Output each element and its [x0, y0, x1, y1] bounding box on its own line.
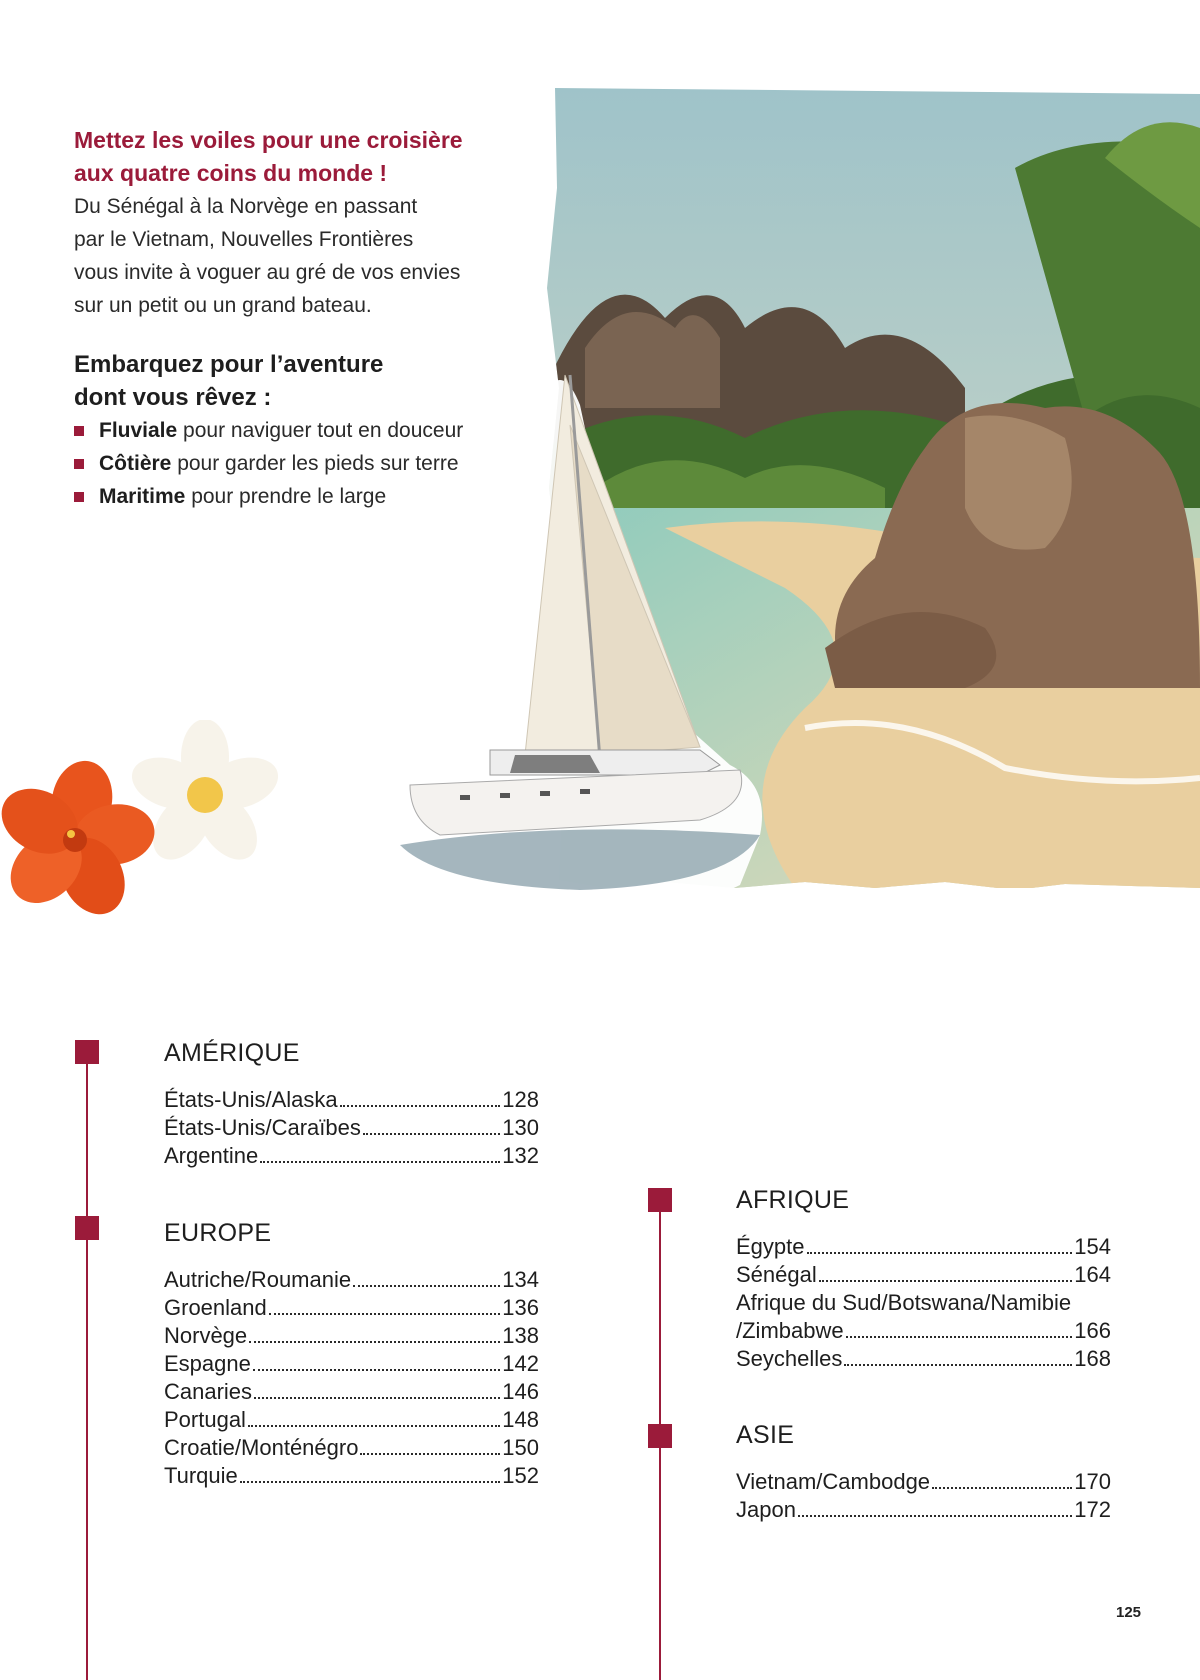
toc-entry[interactable] — [164, 1114, 539, 1142]
cruise-type-name: Côtière — [99, 452, 172, 475]
toc-entry[interactable] — [736, 1317, 1111, 1345]
intro-paragraph — [74, 190, 544, 322]
intro-line-4: sur un petit ou un grand bateau. — [74, 294, 372, 317]
destination-name: Vietnam/Cambodge — [736, 1469, 931, 1494]
cruise-type-desc: pour naviguer tout en douceur — [177, 419, 464, 442]
cruise-type-desc: pour prendre le large — [185, 485, 387, 508]
toc-entry[interactable] — [164, 1434, 539, 1462]
page-ref: 170 — [1074, 1469, 1111, 1494]
headline — [74, 124, 544, 190]
leader-dots — [269, 1313, 501, 1315]
page-ref: 134 — [502, 1267, 539, 1292]
section-amerique — [164, 1038, 539, 1170]
toc-entry[interactable] — [736, 1289, 1111, 1317]
leader-dots — [253, 1369, 500, 1371]
intro-line-2: par le Vietnam, Nouvelles Frontières — [74, 228, 414, 251]
timeline-line-left — [86, 1052, 88, 1680]
page-ref: 132 — [502, 1143, 539, 1168]
toc-entry[interactable] — [736, 1468, 1111, 1496]
section-marker-icon — [648, 1424, 672, 1448]
destination-name: États-Unis/Alaska — [164, 1087, 338, 1112]
toc-entry[interactable] — [164, 1322, 539, 1350]
catamaran-illustration — [400, 365, 820, 945]
headline-line-1: Mettez les voiles pour une croisière — [74, 127, 463, 153]
destination-name: États-Unis/Caraïbes — [164, 1115, 361, 1140]
leader-dots — [254, 1397, 500, 1399]
leader-dots — [340, 1105, 501, 1107]
leader-dots — [249, 1341, 500, 1343]
toc-entry[interactable] — [164, 1378, 539, 1406]
intro-line-1: Du Sénégal à la Norvège en passant — [74, 195, 418, 218]
intro-line-3: vous invite à voguer au gré de vos envies — [74, 261, 461, 284]
leader-dots — [798, 1515, 1072, 1517]
destination-name: Autriche/Roumanie — [164, 1267, 352, 1292]
destination-name: Espagne — [164, 1351, 251, 1376]
leader-dots — [846, 1336, 1073, 1338]
page-ref: 166 — [1074, 1318, 1111, 1343]
destination-name: Afrique du Sud/Botswana/Namibie — [736, 1290, 1072, 1315]
bullet-square-icon — [74, 426, 84, 436]
page-ref: 130 — [502, 1115, 539, 1140]
sub-heading-line-2: dont vous rêvez : — [74, 384, 272, 411]
sub-heading-line-1: Embarquez pour l’aventure — [74, 351, 384, 378]
leader-dots — [240, 1481, 501, 1483]
destination-name: Groenland — [164, 1295, 267, 1320]
section-europe — [164, 1218, 539, 1490]
destination-name: Portugal — [164, 1407, 246, 1432]
section-marker-icon — [75, 1216, 99, 1240]
bullet-square-icon — [74, 492, 84, 502]
page-ref: 168 — [1074, 1346, 1111, 1371]
page-ref: 146 — [502, 1379, 539, 1404]
leader-dots — [248, 1425, 500, 1427]
bullet-square-icon — [74, 459, 84, 469]
cruise-type-name: Maritime — [99, 485, 186, 508]
destination-name: Turquie — [164, 1463, 238, 1488]
section-title: ASIE — [736, 1421, 795, 1449]
destination-name: Argentine — [164, 1143, 259, 1168]
destination-name: Égypte — [736, 1234, 805, 1259]
flowers-illustration — [0, 720, 300, 920]
section-afrique — [736, 1185, 1111, 1373]
toc-entry[interactable] — [736, 1345, 1111, 1373]
toc-entry[interactable] — [164, 1350, 539, 1378]
leader-dots — [932, 1487, 1072, 1489]
frangipani-flower-icon — [125, 720, 284, 871]
destination-name: Japon — [736, 1497, 796, 1522]
destination-name: Croatie/Monténégro — [164, 1435, 359, 1460]
destination-name: Seychelles — [736, 1346, 843, 1371]
page-ref: 142 — [502, 1351, 539, 1376]
leader-dots — [844, 1364, 1072, 1366]
leader-dots — [260, 1161, 500, 1163]
page-ref: 152 — [502, 1463, 539, 1488]
destination-name: /Zimbabwe — [736, 1318, 844, 1343]
destination-name: Norvège — [164, 1323, 248, 1348]
toc-entry[interactable] — [736, 1496, 1111, 1524]
section-marker-icon — [75, 1040, 99, 1064]
section-asie — [736, 1420, 1111, 1524]
leader-dots — [353, 1285, 500, 1287]
leader-dots — [360, 1453, 500, 1455]
toc-entry[interactable] — [164, 1294, 539, 1322]
page-ref: 128 — [502, 1087, 539, 1112]
toc-entry[interactable] — [164, 1086, 539, 1114]
cruise-type-name: Fluviale — [99, 419, 178, 442]
cruise-type-desc: pour garder les pieds sur terre — [171, 452, 459, 475]
section-marker-icon — [648, 1188, 672, 1212]
toc-entry[interactable] — [736, 1261, 1111, 1289]
toc-entry[interactable] — [164, 1266, 539, 1294]
leader-dots — [819, 1280, 1073, 1282]
page-ref: 172 — [1074, 1497, 1111, 1522]
destination-name: Sénégal — [736, 1262, 817, 1287]
page-ref: 154 — [1074, 1234, 1111, 1259]
headline-line-2: aux quatre coins du monde ! — [74, 160, 388, 186]
toc-entry[interactable] — [164, 1406, 539, 1434]
toc-entry[interactable] — [164, 1462, 539, 1490]
destination-name: Canaries — [164, 1379, 253, 1404]
page-ref: 138 — [502, 1323, 539, 1348]
page-ref: 164 — [1074, 1262, 1111, 1287]
page-number: 125 — [1116, 1604, 1142, 1621]
toc-entry[interactable] — [164, 1142, 539, 1170]
section-title: AMÉRIQUE — [164, 1039, 300, 1067]
section-title: AFRIQUE — [736, 1186, 850, 1214]
page-ref: 148 — [502, 1407, 539, 1432]
toc-entry[interactable] — [736, 1233, 1111, 1261]
leader-dots — [363, 1133, 500, 1135]
section-title: EUROPE — [164, 1219, 272, 1247]
page-ref: 150 — [502, 1435, 539, 1460]
page-ref: 136 — [502, 1295, 539, 1320]
leader-dots — [807, 1252, 1073, 1254]
